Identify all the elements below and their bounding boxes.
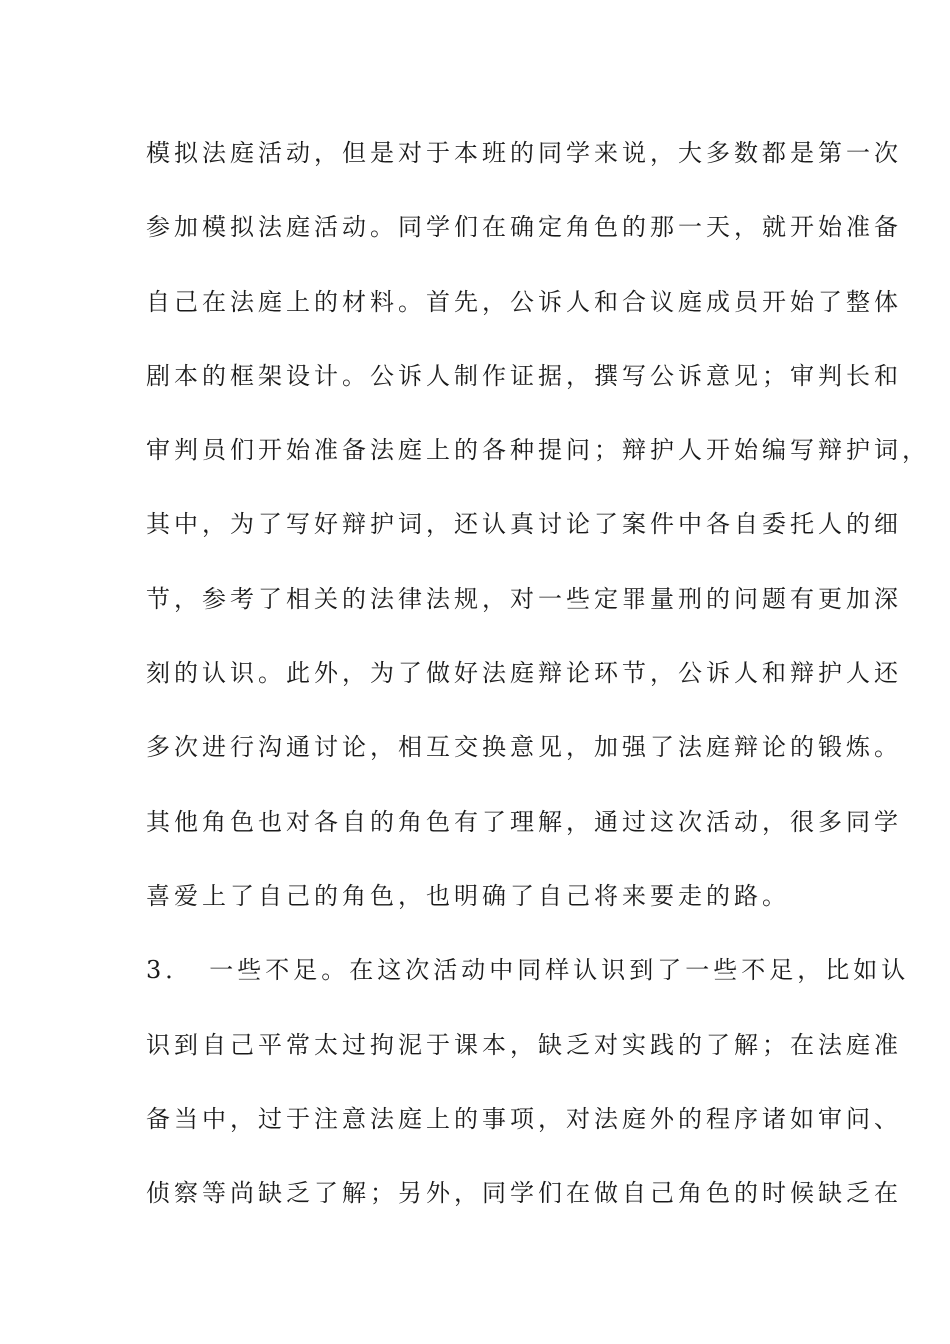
body-text — [146, 133, 930, 1247]
text-line: 多次进行沟通讨论，相互交换意见，加强了法庭辩论的锻炼。 — [146, 733, 902, 762]
text-line: 审判员们开始准备法庭上的各种提问；辩护人开始编写辩护词， — [146, 436, 930, 465]
text-line: 模拟法庭活动，但是对于本班的同学来说，大多数都是第一次 — [146, 139, 902, 167]
text-line: 剧本的框架设计。公诉人制作证据，撰写公诉意见；审判长和 — [146, 361, 902, 390]
text-line: 识到自己平常太过拘泥于课本，缺乏对实践的了解；在法庭准 — [146, 1030, 902, 1059]
text-line: 其中，为了写好辩护词，还认真讨论了案件中各自委托人的细 — [146, 510, 902, 539]
text-line: 参加模拟法庭活动。同学们在确定角色的那一天，就开始准备 — [146, 213, 902, 242]
text-line: 节，参考了相关的法律法规，对一些定罪量刑的问题有更加深 — [146, 584, 902, 613]
text-line: 刻的认识。此外，为了做好法庭辩论环节，公诉人和辩护人还 — [146, 659, 902, 688]
text-line: 其他角色也对各自的角色有了理解，通过这次活动，很多同学 — [146, 807, 902, 836]
text-line: 喜爱上了自己的角色，也明确了自己将来要走的路。 — [146, 881, 790, 910]
text-line: 侦察等尚缺乏了解；另外，同学们在做自己角色的时候缺乏在 — [146, 1179, 902, 1208]
text-line: 自己在法庭上的材料。首先，公诉人和合议庭成员开始了整体 — [146, 287, 902, 316]
text-line: 3． 一些不足。在这次活动中同样认识到了一些不足，比如认 — [146, 956, 910, 985]
text-line: 备当中，过于注意法庭上的事项，对法庭外的程序诸如审问、 — [146, 1104, 902, 1133]
